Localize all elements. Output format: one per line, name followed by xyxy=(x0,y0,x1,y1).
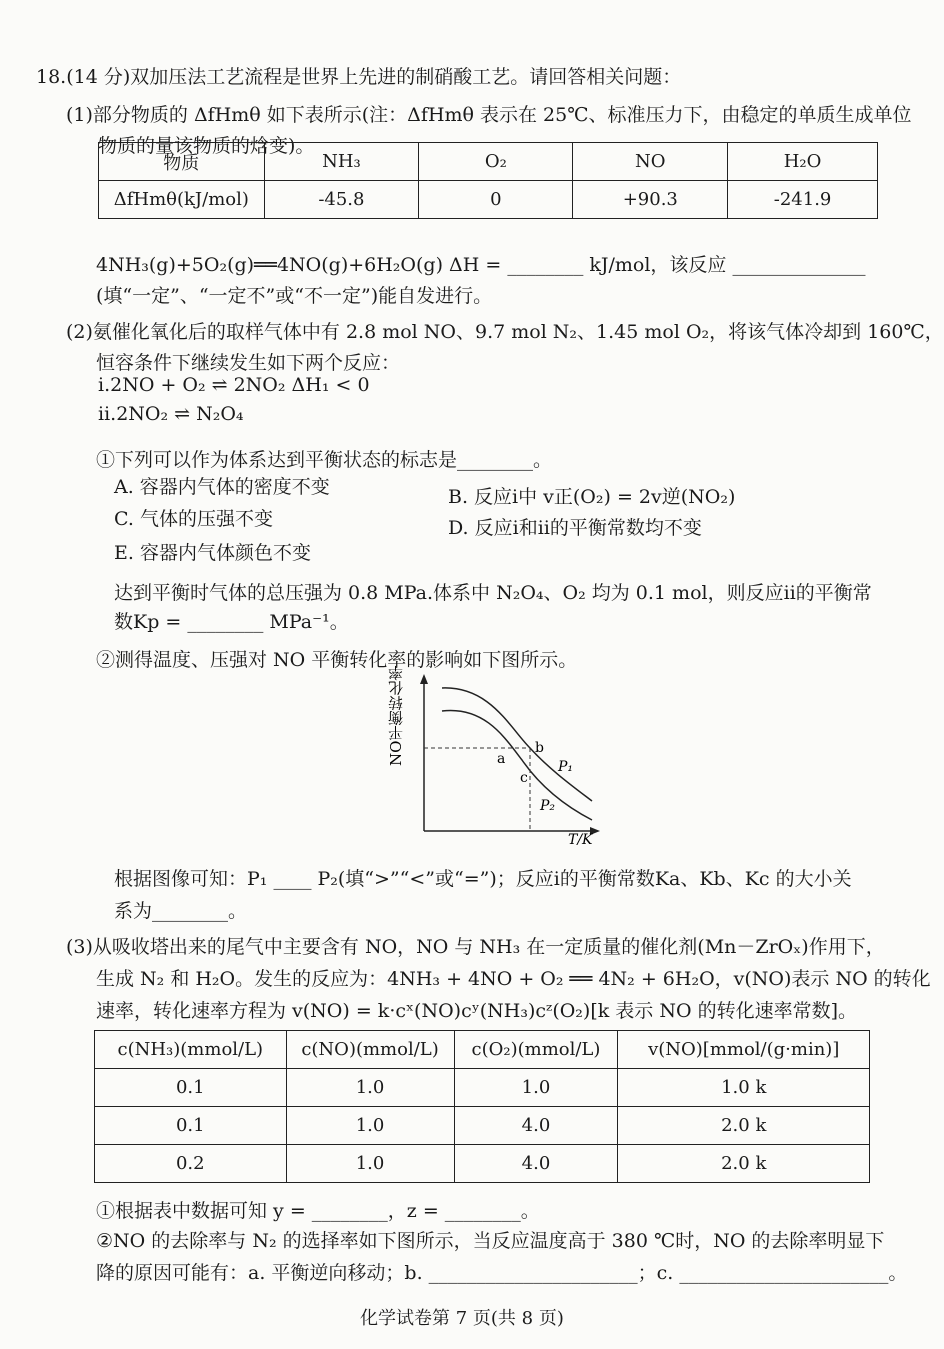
part3-line2: 生成 N₂ 和 H₂O。发生的反应为：4NH₃ + 4NO + O₂ ══ 4N₂ + 6H₂O，v(NO)表示 NO 的转化 xyxy=(96,968,931,990)
table1-cell: -45.8 xyxy=(264,181,419,219)
table2-cell: 1.0 xyxy=(286,1107,454,1145)
table2-cell: 0.1 xyxy=(95,1107,287,1145)
table1-row-label: ΔfHmθ(kJ/mol) xyxy=(99,181,265,219)
part3-sub2-line2: 降的原因可能有：a. 平衡逆向移动；b. ______________________；c. ______________________。 xyxy=(96,1262,908,1284)
table2-cell: 1.0 xyxy=(286,1145,454,1183)
table2-cell: 2.0 k xyxy=(618,1145,870,1183)
reaction-equation: 4NH₃(g)+5O₂(g)══4NO(g)+6H₂O(g) ΔH = ________ kJ/mol，该反应 ______________ xyxy=(96,254,866,276)
reaction-ii: ⅱ.2NO₂ ⇌ N₂O₄ xyxy=(98,403,244,425)
graph-question-line1: 根据图像可知：P₁ ____ P₂(填“>”“<”或“=”)；反应ⅰ的平衡常数Ka、Kb、Kc 的大小关 xyxy=(114,868,852,890)
question-header: 18.(14 分)双加压法工艺流程是世界上先进的制硝酸工艺。请回答相关问题： xyxy=(36,66,682,88)
part3-line1: (3)从吸收塔出来的尾气中主要含有 NO，NO 与 NH₃ 在一定质量的催化剂(Mn－ZrOₓ)作用下， xyxy=(66,936,885,958)
table1-cell: +90.3 xyxy=(573,181,728,219)
x-axis-label: T/K xyxy=(568,832,593,848)
curve-label-p2: P₂ xyxy=(540,798,556,814)
part1-intro-line1: (1)部分物质的 ΔfHmθ 如下表所示(注：ΔfHmθ 表示在 25℃、标准压力下，由稳定的单质生成单位 xyxy=(66,104,912,126)
table2-cell: 4.0 xyxy=(454,1107,618,1145)
table1-cell: -241.9 xyxy=(728,181,878,219)
graph-question-line2: 系为________。 xyxy=(114,900,248,922)
curve-label-p1: P₁ xyxy=(558,759,574,775)
table2-cell: 1.0 xyxy=(286,1069,454,1107)
table2-cell: 2.0 k xyxy=(618,1107,870,1145)
option-b: B. 反应ⅰ中 v正(O₂) = 2v逆(NO₂) xyxy=(448,486,736,508)
table1-header: H₂O xyxy=(728,143,878,181)
fill-instruction: (填“一定”、“一定不”或“不一定”)能自发进行。 xyxy=(96,285,493,307)
point-label-b: b xyxy=(535,740,544,756)
part2-intro-line1: (2)氨催化氧化后的取样气体中有 2.8 mol NO、9.7 mol N₂、1.45 mol O₂，将该气体冷却到 160℃， xyxy=(66,321,944,343)
table2-header: v(NO)[mmol/(g·min)] xyxy=(618,1031,870,1069)
kp-line2: 数Kp = ________ MPa⁻¹。 xyxy=(114,611,349,633)
table1-header: 物质 xyxy=(99,143,265,181)
table2-header: c(NO)(mmol/L) xyxy=(286,1031,454,1069)
part3-sub1: ①根据表中数据可知 y = ________，z = ________。 xyxy=(96,1200,540,1222)
sub1-stem: ①下列可以作为体系达到平衡状态的标志是________。 xyxy=(96,449,553,471)
kp-line1: 达到平衡时气体的总压强为 0.8 MPa.体系中 N₂O₄、O₂ 均为 0.1 mol，则反应ⅱ的平衡常 xyxy=(114,582,872,604)
option-a: A. 容器内气体的密度不变 xyxy=(114,476,330,498)
table1-cell: 0 xyxy=(419,181,573,219)
part1-intro-line2: 物质的量该物质的焓变)。 xyxy=(98,135,315,157)
option-d: D. 反应ⅰ和ⅱ的平衡常数均不变 xyxy=(448,517,702,539)
table2-header: c(NH₃)(mmol/L) xyxy=(95,1031,287,1069)
table2-cell: 1.0 k xyxy=(618,1069,870,1107)
table1-header: O₂ xyxy=(419,143,573,181)
point-label-a: a xyxy=(497,751,506,767)
table2-cell: 1.0 xyxy=(454,1069,618,1107)
reaction-i: ⅰ.2NO + O₂ ⇌ 2NO₂ ΔH₁ < 0 xyxy=(98,374,370,396)
point-label-c: c xyxy=(520,770,528,786)
conversion-figure xyxy=(387,665,610,850)
option-e: E. 容器内气体颜色不变 xyxy=(114,542,311,564)
part2-intro-line2: 恒容条件下继续发生如下两个反应： xyxy=(96,352,401,374)
table2-cell: 0.1 xyxy=(95,1069,287,1107)
table1-header: NH₃ xyxy=(264,143,419,181)
part3-sub2-line1: ②NO 的去除率与 N₂ 的选择率如下图所示，当反应温度高于 380 ℃时，NO 的去除率明显下 xyxy=(96,1230,885,1252)
y-axis-arrow xyxy=(420,674,428,684)
option-c: C. 气体的压强不变 xyxy=(114,508,273,530)
enthalpy-table xyxy=(98,142,878,219)
sub2-stem: ②测得温度、压强对 NO 平衡转化率的影响如下图所示。 xyxy=(96,649,578,671)
curve-p1 xyxy=(442,688,592,801)
rate-table xyxy=(94,1030,870,1183)
y-axis-label: NO平衡转化率 xyxy=(387,665,405,766)
page-footer: 化学试卷第 7 页(共 8 页) xyxy=(360,1308,564,1329)
part3-line3: 速率，转化速率方程为 v(NO) = k·cˣ(NO)cʸ(NH₃)cᶻ(O₂)[k 表示 NO 的转化速率常数]。 xyxy=(96,1000,857,1022)
table2-header: c(O₂)(mmol/L) xyxy=(454,1031,618,1069)
table2-cell: 0.2 xyxy=(95,1145,287,1183)
table2-cell: 4.0 xyxy=(454,1145,618,1183)
table1-header: NO xyxy=(573,143,728,181)
